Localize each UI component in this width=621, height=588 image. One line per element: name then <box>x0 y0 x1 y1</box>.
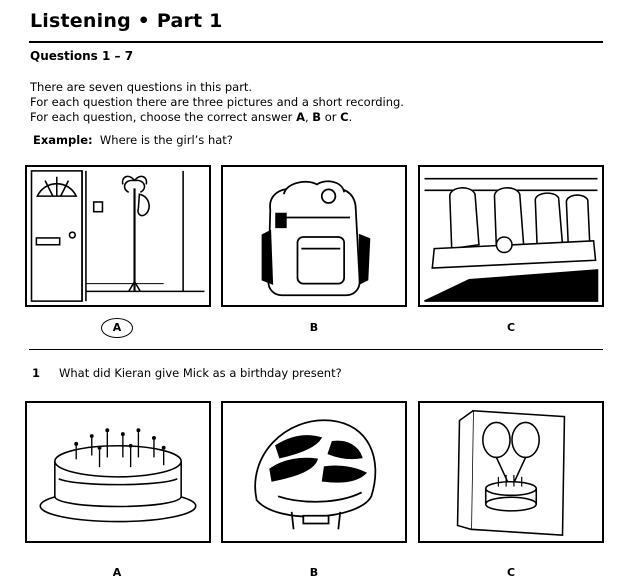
question-1-option-a-label[interactable]: A <box>112 566 122 579</box>
question-1-picture-a-birthday-cake[interactable] <box>25 401 211 543</box>
instructions <box>30 80 404 125</box>
page-title: Listening • Part 1 <box>30 10 223 32</box>
example-option-c-label[interactable]: C <box>506 321 516 334</box>
example-picture-c-bus-seats[interactable] <box>418 165 604 307</box>
example-question <box>33 133 233 147</box>
example-picture-b-backpack[interactable] <box>221 165 407 307</box>
example-label: Example: <box>33 133 93 147</box>
bus-seats-illustration <box>420 167 602 305</box>
birthday-card-illustration <box>420 403 602 541</box>
hallway-illustration <box>27 167 209 305</box>
question-1-option-b-label[interactable]: B <box>309 566 319 579</box>
example-option-a-label[interactable]: A <box>112 321 122 334</box>
example-option-b-label[interactable]: B <box>309 321 319 334</box>
birthday-cake-illustration <box>27 403 209 541</box>
instruction-line-1: There are seven questions in this part. <box>30 80 253 94</box>
question-1-picture-c-birthday-card[interactable] <box>418 401 604 543</box>
instruction-line-3: For each question, choose the correct answer A, B or C. <box>30 110 353 124</box>
question-1-number: 1 <box>32 366 41 380</box>
question-1-text: What did Kieran give Mick as a birthday present? <box>59 366 342 380</box>
question-1 <box>32 366 342 380</box>
section-divider <box>29 349 603 350</box>
question-1-option-c-label[interactable]: C <box>506 566 516 579</box>
questions-heading: Questions 1 – 7 <box>30 49 134 63</box>
title-divider <box>29 41 603 43</box>
instruction-line-2: For each question there are three pictures and a short recording. <box>30 95 404 109</box>
helmet-illustration <box>223 403 405 541</box>
example-question-text: Where is the girl’s hat? <box>99 133 233 147</box>
backpack-illustration <box>223 167 405 305</box>
example-picture-a-hallway-coat-stand[interactable] <box>25 165 211 307</box>
question-1-picture-b-bicycle-helmet[interactable] <box>221 401 407 543</box>
